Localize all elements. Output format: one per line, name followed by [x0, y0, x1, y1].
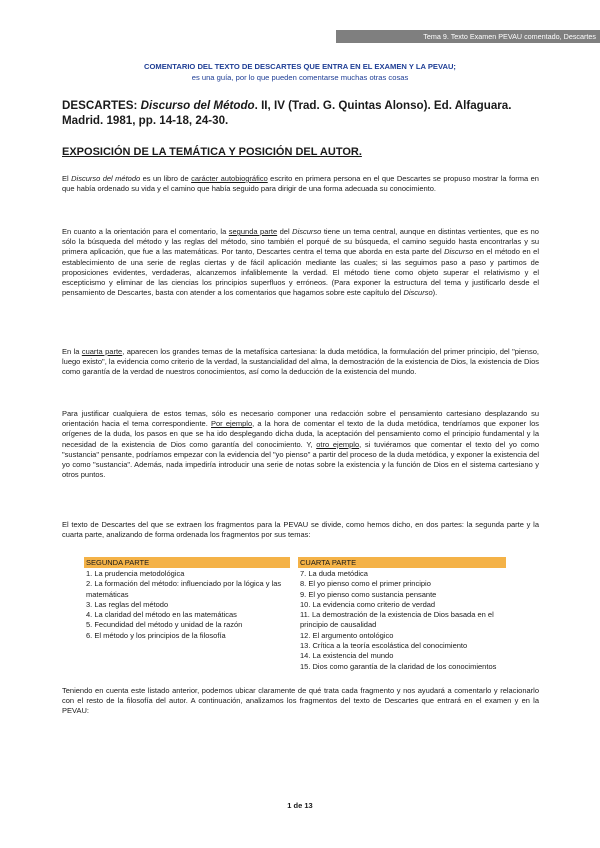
text-run: en el método en el establecimiento de una serie de reglas ciertas y de fácil aplicación mediante las cuales; si las seguimos paso a paso y partimos de proposiciones evidentes, verdaderas, alcanzemos infaliblemente la verdad. El método tiene como objeto superar el relativismo y el escepticismo y eliminar de las ciencias los principios superfluos y erróneos. (Para exponer la estructura del tema y justificarlo desde el pensamiento de Descartes, basta con atender a los comentarios que hagamos sobre este capítulo del: [62, 247, 539, 298]
theme-item: 2. La formación del método: influenciado por la lógica y las matemáticas: [86, 579, 282, 599]
ref-details: . II, IV (Trad. G. Quintas Alonso). Ed. Alfaguara. Madrid. 1981, pp. 14-18, 24-30.: [62, 99, 512, 127]
text-run: del: [277, 227, 293, 236]
running-header: Tema 9. Texto Examen PEVAU comentado, Descartes: [336, 30, 600, 43]
page-number: 1 de 13: [287, 801, 313, 810]
theme-item: 9. El yo pienso como sustancia pensante: [300, 589, 437, 599]
paragraph-6: Teniendo en cuenta este listado anterior, podemos ubicar claramente de qué trata cada fragmento y nos ayudará a comentarlo y relacionarlo con el resto de la filosofía del autor. A continuación, analizamos los fragmentos del texto de Descartes que entrará en el examen y en la PEVAU:: [62, 686, 539, 716]
themes-column-cuarta-parte: [298, 557, 506, 672]
text-run: Para justificar cualquiera de estos temas, sólo es necesario componer una redacción sobre el pensamiento cartesiano desplazando su orientación hacia el tema correspondiente.: [62, 409, 539, 429]
text-run: En cuanto a la orientación para el comentario, la: [62, 227, 229, 236]
underlined-term: cuarta parte: [81, 347, 123, 356]
paragraph-4: [62, 409, 539, 480]
underlined-term: segunda parte: [228, 227, 278, 236]
ref-author: DESCARTES:: [62, 99, 138, 112]
paragraph-3: [62, 347, 539, 378]
work-title: Discurso: [444, 247, 474, 257]
theme-item: 6. El método y los principios de la filosofía: [86, 630, 226, 640]
text-run: es un libro de: [140, 174, 192, 183]
text-run: escrito en primera persona en el que Descartes se propuso mostrar la forma en que había ordenado su vida y el camino que había seguido para dirigir de una forma adecuada su conocimiento.: [62, 174, 539, 194]
text-run: En la: [62, 347, 82, 356]
paragraph-2: [62, 227, 539, 298]
column-header-segunda-parte: SEGUNDA PARTE: [84, 557, 290, 568]
theme-item: 15. Dios como garantía de la claridad de los conocimientos: [300, 661, 497, 671]
intro-line-2: es una guía, por lo que pueden comentarse muchas otras cosas: [191, 73, 409, 82]
underlined-term: carácter autobiográfico: [191, 174, 268, 183]
themes-column-segunda-parte: [84, 557, 290, 641]
theme-item: 14. La existencia del mundo: [300, 651, 394, 661]
text-run: , a la hora de comentar el texto de la duda metódica, tendríamos que exponer los orígenes de la duda, los pasos en que se ha ido desplegando dicha duda, la aceptación del pensamiento como el principio fundamental y la necesidad de la existencia de Dios como garantía del conocimiento. Y,: [62, 419, 540, 449]
text-run: El: [62, 174, 72, 183]
text-run: , aparecen los grandes temas de la metafísica cartesiana: la duda metódica, la formulación del primer principio, del "pienso, luego existo", la evidencia como criterio de la verdad, la sustancialidad del alma, la demostración de la existencia de Dios, la existencia de Dios como garantía de la verdad de nuestros conocimientos, así como la deducción de la existencia del mundo.: [62, 347, 539, 377]
theme-item: 7. La duda metódica: [300, 569, 368, 578]
intro-note: [62, 61, 538, 83]
paragraph-5: El texto de Descartes del que se extraen los fragmentos para la PEVAU se divide, como hemos dicho, en dos partes: la segunda parte y la cuarta parte, analizando de forma ordenada los fragmentos por sus temas:: [62, 520, 539, 540]
theme-item: 12. El argumento ontológico: [300, 630, 394, 640]
theme-item: 3. Las reglas del método: [86, 599, 169, 609]
text-run: tiene un tema central, aunque en distintas vertientes, que es no sólo la búsqueda del método y las reglas del método, sino también el porqué de su búsqueda, el camino seguido hasta encontrarlas y su primera aplicación, que fue a las matemáticas. Por tanto, Descartes centra el tema que aborda en esta parte del: [62, 227, 539, 257]
theme-item: 1. La prudencia metodológica: [86, 569, 185, 578]
work-title: Discurso del método: [71, 174, 141, 183]
underlined-term: otro ejemplo: [316, 439, 360, 449]
theme-item: 5. Fecundidad del método y unidad de la razón: [86, 620, 243, 630]
theme-item: 10. La evidencia como criterio de verdad: [300, 599, 436, 609]
text-run: , si tuviéramos que comentar el texto del yo como "sustancia" pensante, podríamos empezar con la evidencia del "yo pienso" a partir del proceso de la duda metódica, y exponer la existencia del yo como "sustancia". Además, nada impediría introducir una serie de notas sobre la existencia y la función de Dios en el sistema cartesiano y otros puntos.: [62, 439, 539, 480]
theme-item: 13. Crítica a la teoría escolástica del conocimiento: [300, 641, 468, 651]
intro-line-1: COMENTARIO DEL TEXTO DE DESCARTES QUE ENTRA EN EL EXAMEN Y LA PEVAU;: [144, 62, 456, 71]
column-header-cuarta-parte: CUARTA PARTE: [298, 557, 506, 568]
paragraph-1: [62, 174, 539, 194]
theme-item: 8. El yo pienso como el primer principio: [300, 579, 431, 589]
theme-item: 11. La demostración de la existencia de Dios basada en el principio de causalidad: [300, 610, 494, 630]
text-run: ).: [432, 288, 438, 298]
section-title: EXPOSICIÓN DE LA TEMÁTICA Y POSICIÓN DEL AUTOR.: [62, 146, 362, 158]
work-title: Discurso: [403, 288, 433, 298]
bibliographic-reference: [62, 98, 550, 128]
theme-item: 4. La claridad del método en las matemáticas: [86, 610, 237, 620]
underlined-term: Por ejemplo: [211, 419, 253, 429]
work-title: Discurso: [292, 227, 322, 236]
ref-work: Discurso del Método: [140, 99, 255, 112]
